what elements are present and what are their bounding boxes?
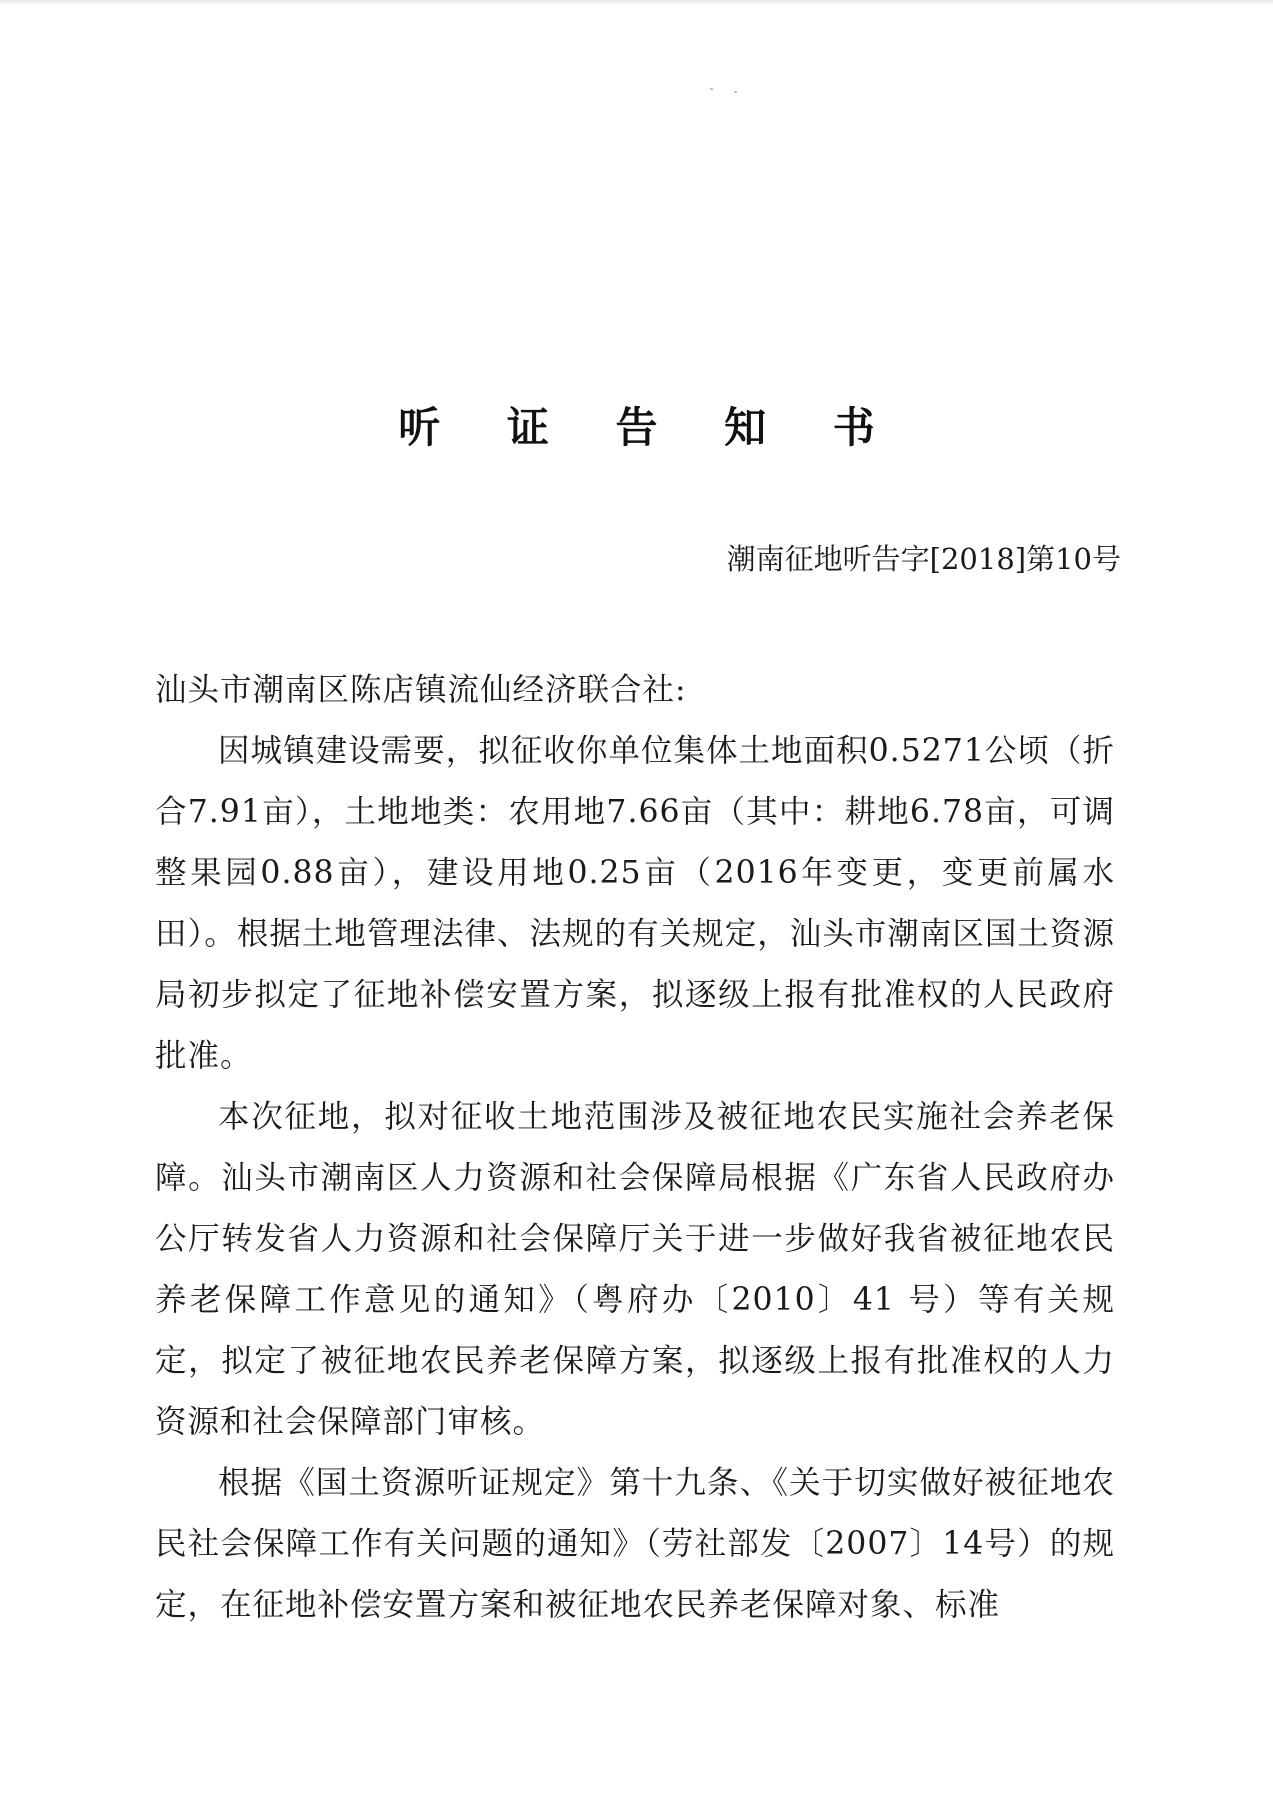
paragraph-1: 因城镇建设需要，拟征收你单位集体土地面积0.5271公顷（折合7.91亩），土地地类：农用地7.66亩（其中：耕地6.78亩，可调整果园0.88亩），建设用地0.25亩（2016年变更，变更前属水田）。根据土地管理法律、法规的有关规定，汕头市潮南区国土资源局初步拟定了征地补偿安置方案，拟逐级上报有批准权的人民政府批准。 [155,733,1115,1074]
document-body [155,660,1115,1636]
paragraph-2: 本次征地，拟对征收土地范围涉及被征地农民实施社会养老保障。汕头市潮南区人力资源和社会保障局根据《广东省人民政府办公厅转发省人力资源和社会保障厅关于进一步做好我省被征地农民养老保障工作意见的通知》（粤府办〔2010〕41 号）等有关规定，拟定了被征地农民养老保障方案，拟逐级上报有批准权的人力资源和社会保障部门审核。 [155,1099,1115,1440]
scan-speck [710,88,713,90]
paragraph-3: 根据《国土资源听证规定》第十九条、《关于切实做好被征地农民社会保障工作有关问题的通知》（劳社部发〔2007〕14号）的规定，在征地补偿安置方案和被征地农民养老保障对象、标准 [155,1465,1115,1623]
salutation: 汕头市潮南区陈店镇流仙经济联合社: [155,672,687,708]
scan-top-edge [0,0,1273,6]
scan-specks [710,88,750,96]
document-number: 潮南征地听告字[2018]第10号 [726,542,1121,576]
scan-speck [734,91,737,93]
document-title: 听 证 告 知 书 [398,403,901,452]
